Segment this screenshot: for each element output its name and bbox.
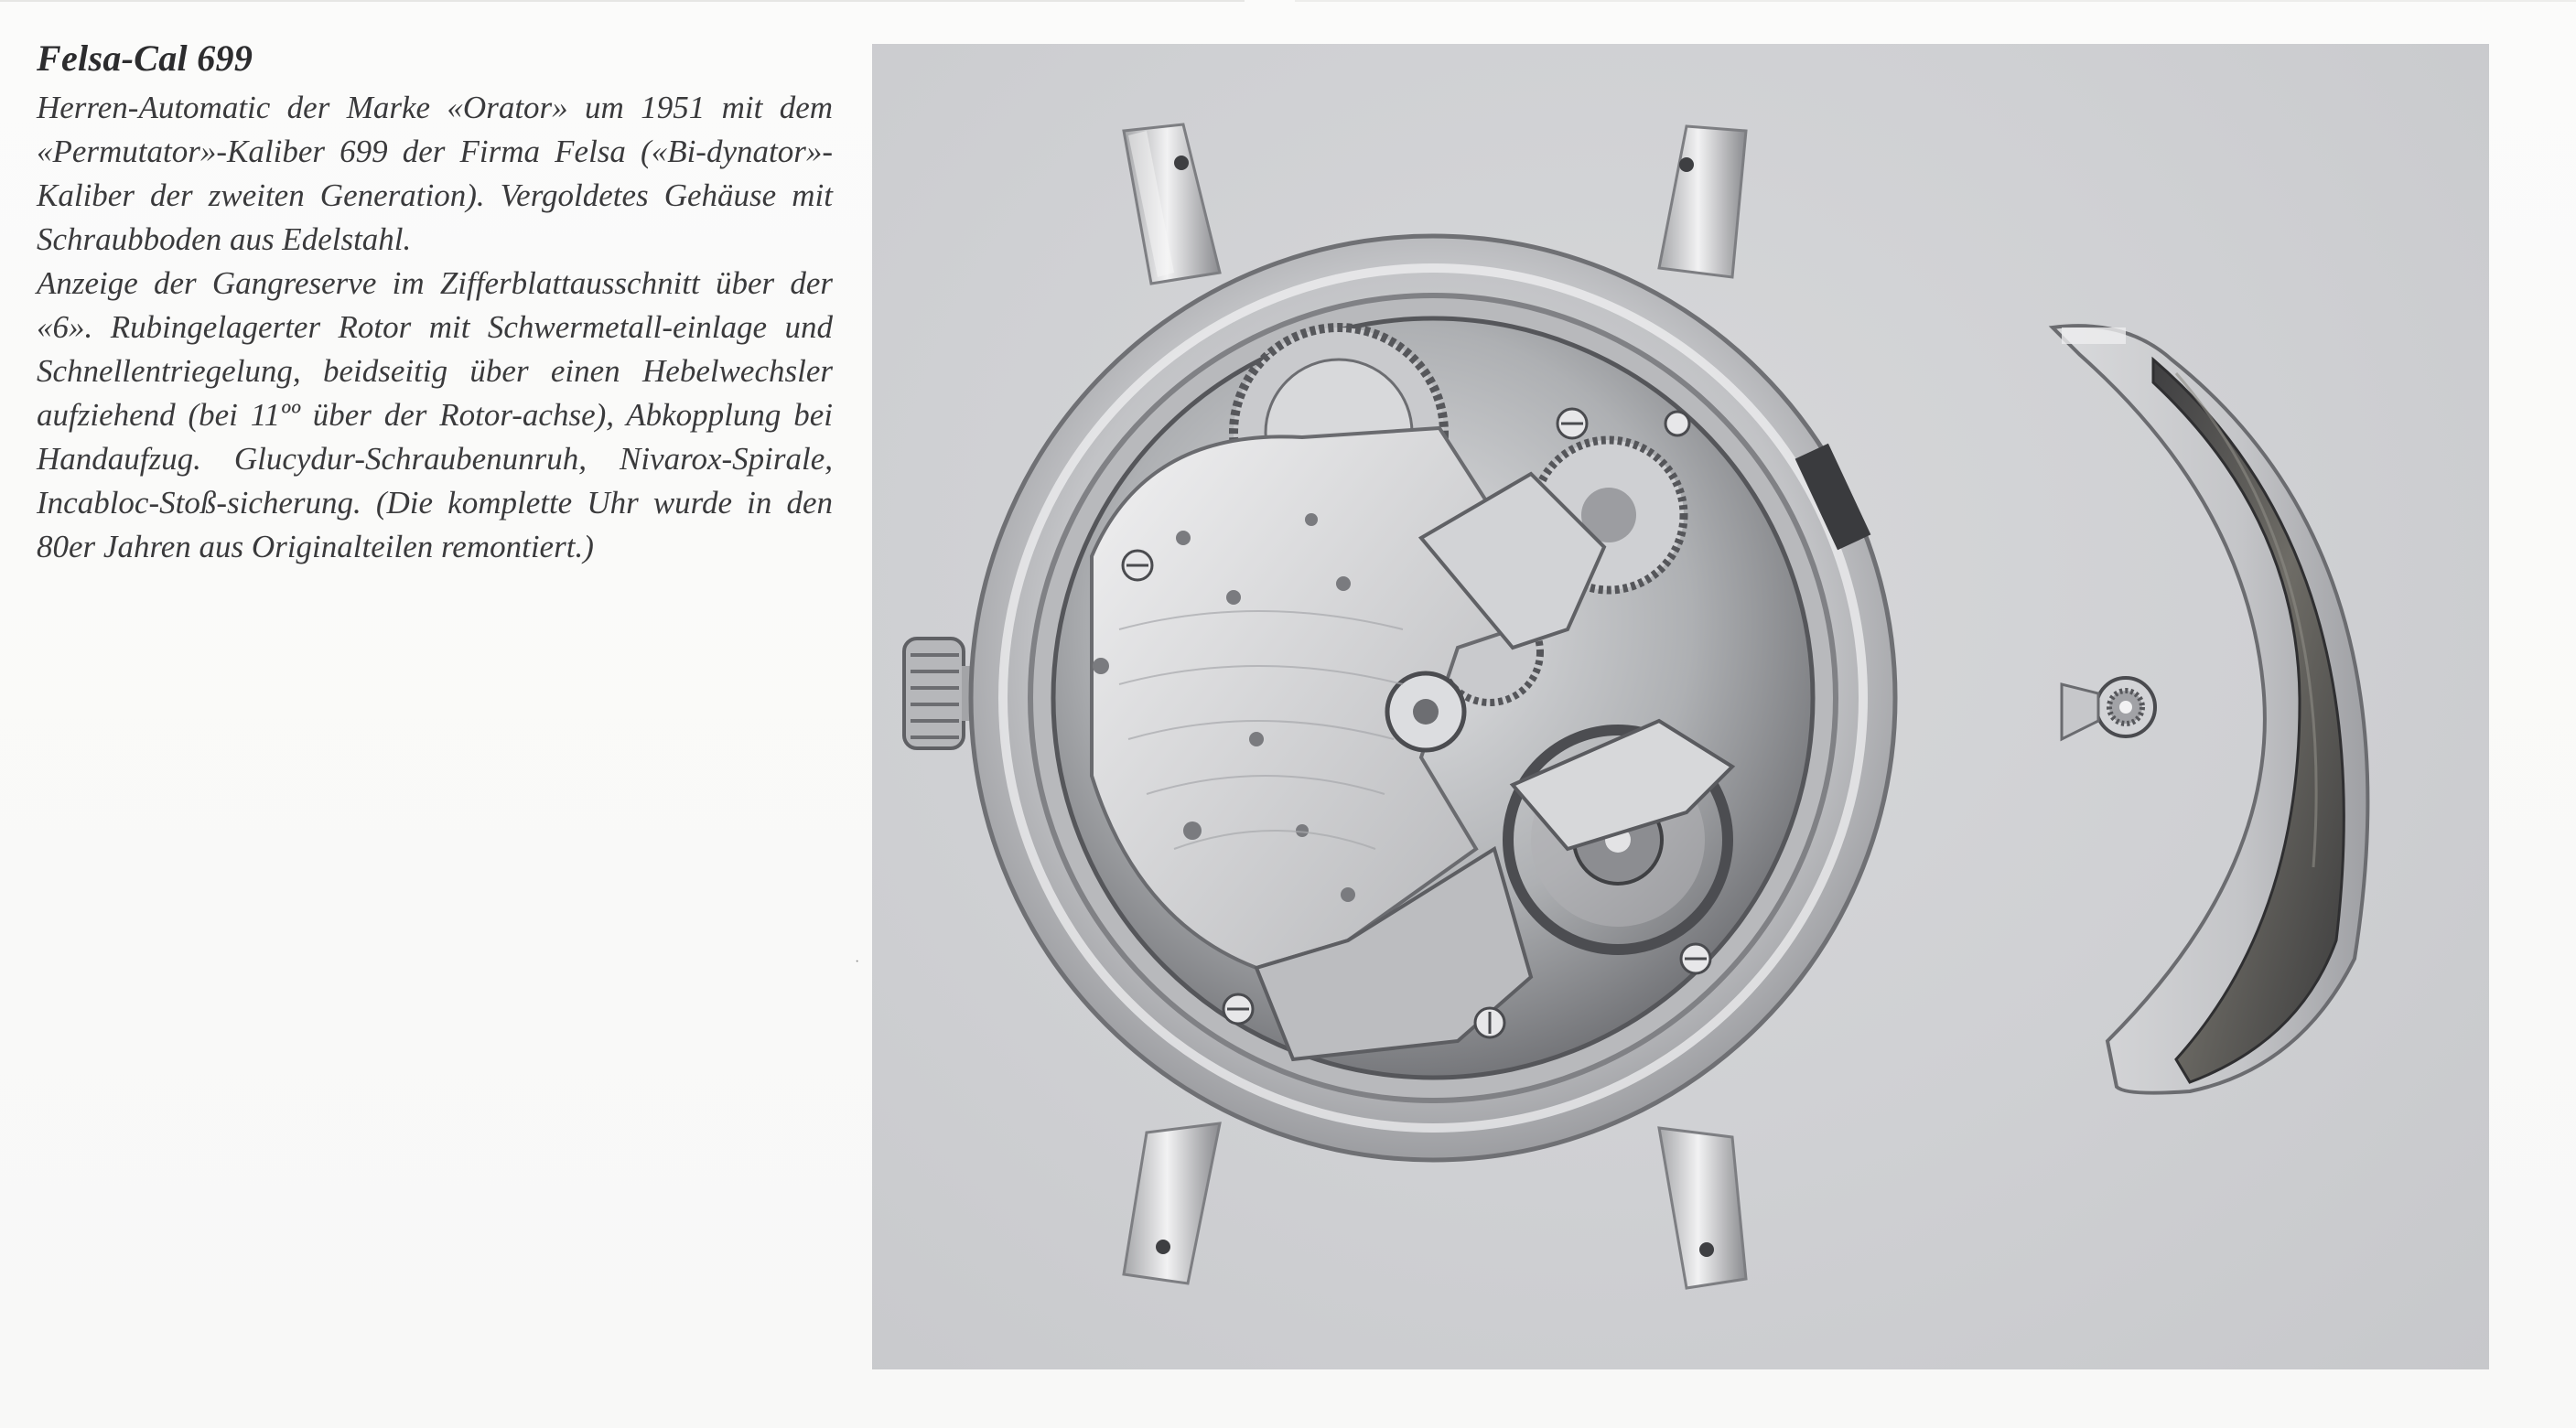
print-speck: · (855, 954, 860, 970)
top-rule-right (1295, 0, 2576, 2)
top-rule-left (0, 0, 1245, 2)
separate-rotor (2053, 326, 2367, 1092)
watch-illustration (872, 44, 2489, 1369)
caption-paragraph-1: Herren-Automatic der Marke «Orator» um 1951 mit dem «Permutator»-Kaliber 699 der Firma Felsa («Bi-dynator»-Kaliber der zweiten Generation). Vergoldetes Gehäuse mit Schraubboden aus Edelstahl. (37, 90, 833, 257)
watch-photograph (872, 44, 2489, 1369)
caption-title: Felsa-Cal 699 (37, 38, 253, 79)
caption-block (37, 33, 833, 569)
caption-paragraph-2: Anzeige der Gangreserve im Zifferblattausschnitt über der «6». Rubingelagerter Rotor mit Schwermetall-einlage und Schnellentriegelung, beidseitig über einen Hebelwechsler aufziehend (bei 11ºº über der Rotor-achse), Abkopplung bei Handaufzug. Glucydur-Schraubenunruh, Nivarox-Spirale, Incabloc-Stoß-sicherung. (Die komplette Uhr wurde in den 80er Jahren aus Originalteilen remontiert.) (37, 265, 833, 564)
